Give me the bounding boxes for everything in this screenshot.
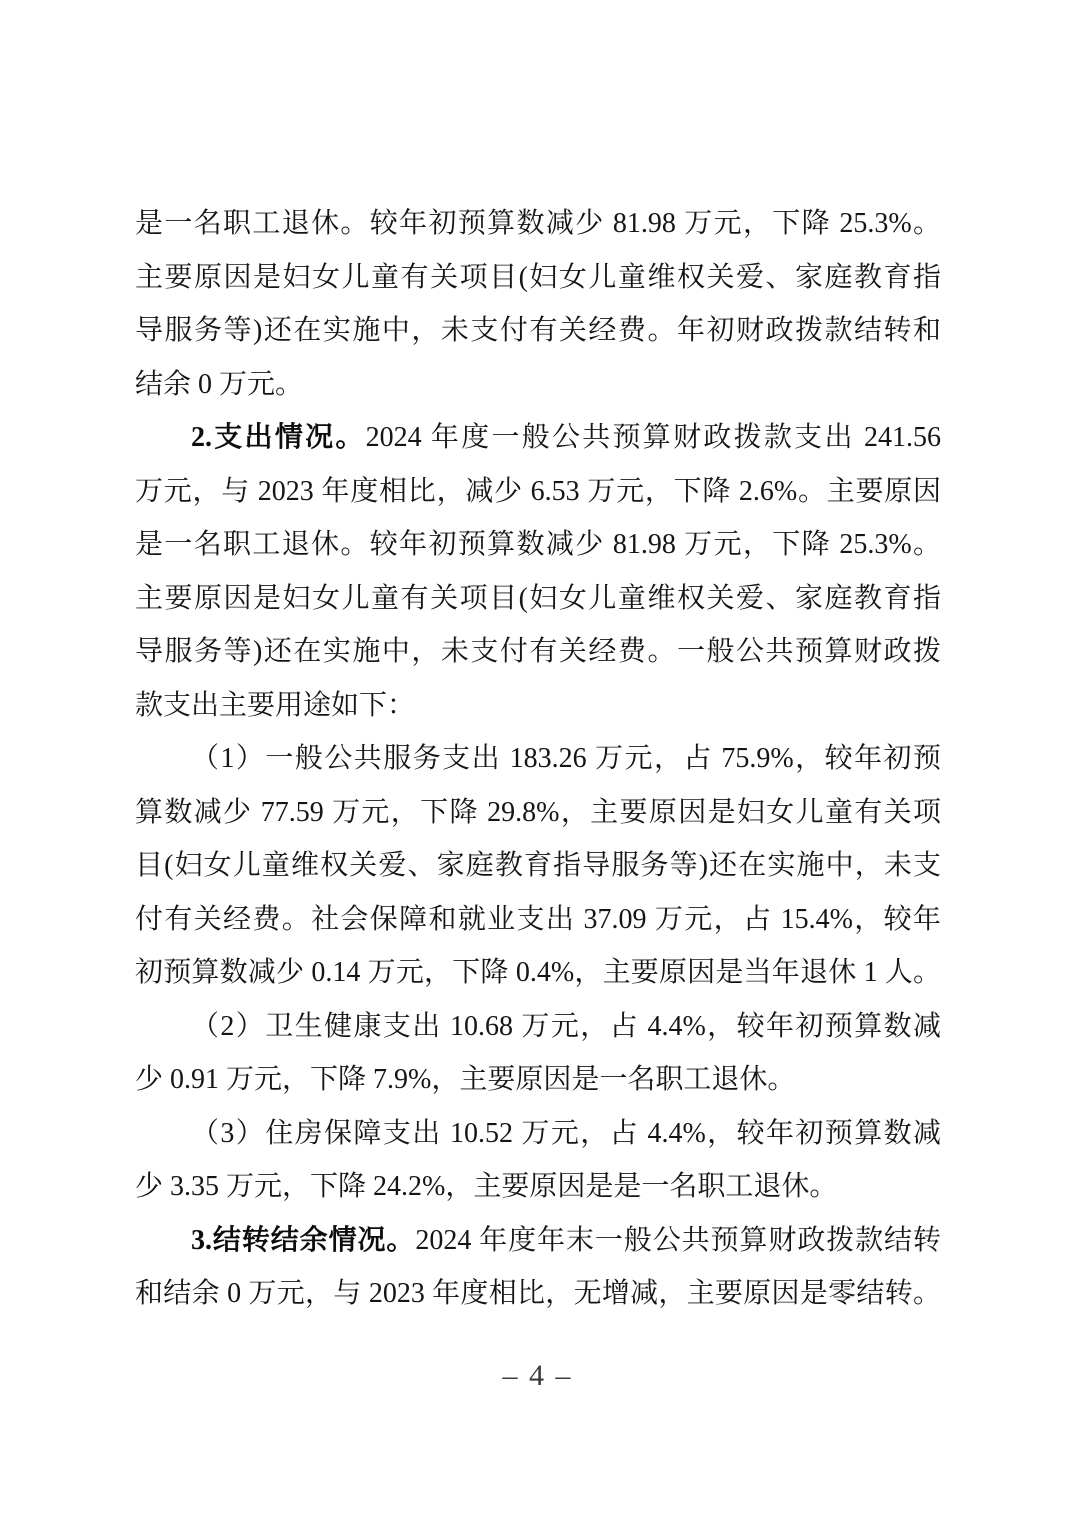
line-text: 付有关经费。社会保障和就业支出 37.09 万元，占 15.4%，较年 bbox=[135, 903, 941, 935]
text-line bbox=[135, 304, 941, 358]
text-line bbox=[135, 732, 941, 786]
text-line bbox=[135, 1053, 941, 1107]
text-line bbox=[135, 1000, 941, 1054]
line-text: 是一名职工退休。较年初预算数减少 81.98 万元，下降 25.3%。 bbox=[135, 529, 941, 560]
text-line bbox=[135, 946, 941, 1000]
line-text: 导服务等)还在实施中，未支付有关经费。年初财政拨款结转和 bbox=[135, 315, 941, 346]
line-text: 是一名职工退休。较年初预算数减少 81.98 万元，下降 25.3%。 bbox=[135, 208, 941, 239]
line-text: 少 3.35 万元，下降 24.2%，主要原因是是一名职工退休。 bbox=[135, 1171, 838, 1202]
text-line bbox=[135, 411, 941, 465]
text-line bbox=[135, 1214, 941, 1268]
section-heading: 3.结转结余情况。 bbox=[191, 1224, 416, 1256]
line-text: （2）卫生健康支出 10.68 万元，占 4.4%，较年初预算数减 bbox=[191, 1010, 941, 1042]
line-text: 万元，与 2023 年度相比，减少 6.53 万元，下降 2.6%。主要原因 bbox=[135, 475, 941, 507]
document-body bbox=[135, 197, 941, 1321]
line-text: 结余 0 万元。 bbox=[135, 368, 304, 400]
line-text: 款支出主要用途如下： bbox=[135, 689, 416, 721]
text-line bbox=[135, 572, 941, 626]
line-text: 算数减少 77.59 万元，下降 29.8%，主要原因是妇女儿童有关项 bbox=[135, 796, 941, 828]
text-line bbox=[135, 358, 941, 412]
page-footer bbox=[0, 1352, 1075, 1400]
text-line bbox=[135, 465, 941, 519]
text-line bbox=[135, 1267, 941, 1321]
line-text: 2024 年度年末一般公共预算财政拨款结转 bbox=[415, 1224, 941, 1256]
line-text: 目(妇女儿童维权关爱、家庭教育指导服务等)还在实施中，未支 bbox=[135, 850, 941, 881]
page-number: – 4 – bbox=[502, 1359, 573, 1392]
line-text: 主要原因是妇女儿童有关项目(妇女儿童维权关爱、家庭教育指 bbox=[135, 261, 941, 293]
text-line bbox=[135, 679, 941, 733]
text-line bbox=[135, 786, 941, 840]
text-line bbox=[135, 518, 941, 572]
line-text: 2024 年度一般公共预算财政拨款支出 241.56 bbox=[365, 422, 941, 453]
text-line bbox=[135, 1160, 941, 1214]
text-line bbox=[135, 251, 941, 305]
line-text: 初预算数减少 0.14 万元，下降 0.4%，主要原因是当年退休 1 人。 bbox=[135, 957, 941, 988]
line-text: 主要原因是妇女儿童有关项目(妇女儿童维权关爱、家庭教育指 bbox=[135, 582, 941, 614]
section-heading: 2.支出情况。 bbox=[191, 422, 366, 453]
text-line bbox=[135, 1107, 941, 1161]
line-text: 导服务等)还在实施中，未支付有关经费。一般公共预算财政拨 bbox=[135, 636, 941, 667]
text-line bbox=[135, 893, 941, 947]
line-text: 少 0.91 万元，下降 7.9%，主要原因是一名职工退休。 bbox=[135, 1064, 796, 1095]
line-text: 和结余 0 万元，与 2023 年度相比，无增减，主要原因是零结转。 bbox=[135, 1278, 941, 1309]
line-text: （1）一般公共服务支出 183.26 万元，占 75.9%，较年初预 bbox=[191, 743, 941, 774]
line-text: （3）住房保障支出 10.52 万元，占 4.4%，较年初预算数减 bbox=[191, 1117, 941, 1149]
text-line bbox=[135, 839, 941, 893]
text-line bbox=[135, 197, 941, 251]
text-line bbox=[135, 625, 941, 679]
